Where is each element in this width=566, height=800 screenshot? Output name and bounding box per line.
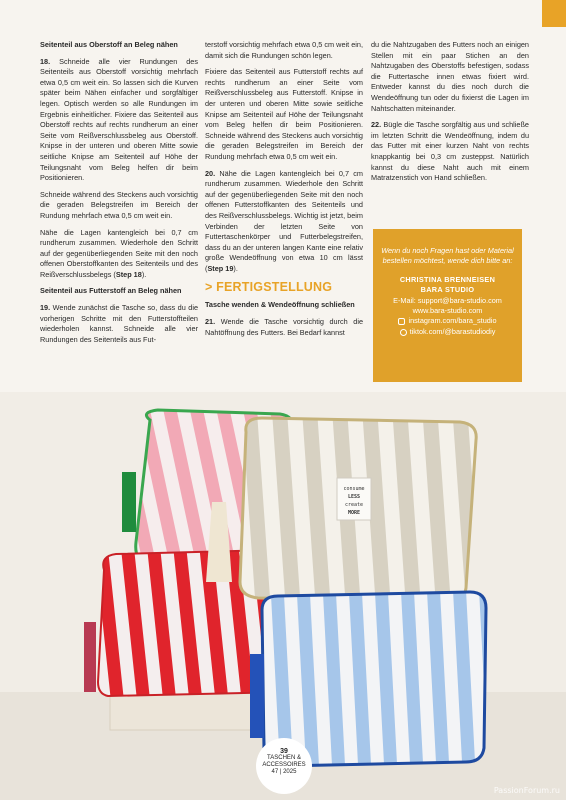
contact-email: E-Mail: support@bara-studio.com <box>393 295 502 305</box>
section-subtitle: Tasche wenden & Wendeöffnung schließen <box>205 300 355 310</box>
label-text-1: consume <box>343 486 365 492</box>
paragraph: 22. Bügle die Tasche sorgfältig aus und schließe im letzten Schritt die Wendeöffnung, indem du das Futter mit einer kurzen Naht von rechts knappkantig bei 0,3 cm zusteppst. Natürlich kannst du diese Naht auch mit einem Matratzenstich von Hand schließen. <box>371 120 529 183</box>
contact-website: www.bara-studio.com <box>412 306 483 316</box>
contact-name: CHRISTINA BRENNEISEN <box>399 274 496 284</box>
label-text-2: LESS <box>347 494 361 500</box>
contact-intro: Wenn du noch Fragen hast oder Material bestellen möchtest, wende dich bitte an: <box>381 246 514 266</box>
contact-company: BARA STUDIO <box>420 285 475 295</box>
contact-box <box>373 229 522 382</box>
product-photo <box>0 392 566 800</box>
text-column-1 <box>40 40 198 351</box>
issue-number: 47 | 2025 <box>271 769 297 775</box>
paragraph: 18. Schneide alle vier Rundungen des Seitenteils aus Oberstoff vorsichtig mehrfach etwa 0,5 cm weit ein. So lassen sich die Kurven später beim Nähen einfacher und sorgfältiger legen. Optisch werden so alle Rundungen im Ergebnis einheitlicher. Fixiere das Seitenteil aus Oberstoff rechts auf rechts rundherum an einer Seite vom Reißverschlussbeleg aus Oberstoff. Knipse in der unteren und oberen Mitte sowie seitliche Knipse am Seitenteil auf Höhe der Teilungsnaht vom Beleg helfen dir beim Positionieren. <box>40 56 198 183</box>
paragraph: Nähe die Lagen kantengleich bei 0,7 cm rundherum zusammen. Wiederhole den Schritt auf der gegenüberliegenden Seite mit den noch offenen Oberstoffkanten des Seitenteils und des Reißverschlussbelegs (Step 18). <box>40 227 198 279</box>
blue-tassel <box>250 654 264 738</box>
label-text-4: MORE <box>347 510 361 516</box>
text-column-3 <box>371 40 529 190</box>
page-number: 39 <box>280 748 288 755</box>
subheading: Seitenteil aus Oberstoff an Beleg nähen <box>40 40 178 49</box>
red-tassel <box>84 622 96 692</box>
page-folio <box>253 748 315 796</box>
watermark: PassionForum.ru <box>493 786 560 795</box>
corner-tab <box>542 0 566 27</box>
paragraph: Schneide während des Steckens auch vorsichtig die geraden Belegstreifen im Bereich der Rundung mehrfach etwa 0,5 cm weit ein. <box>40 189 198 220</box>
green-tassel <box>122 472 136 532</box>
beige-striped-pouch <box>206 418 476 600</box>
paragraph: terstoff vorsichtig mehrfach etwa 0,5 cm weit ein, damit sich die Rundungen schön legen. <box>205 40 363 60</box>
magazine-title-2: ACCESSOIRES <box>262 762 306 768</box>
magazine-title-1: TASCHEN & <box>267 755 301 761</box>
section-title: > FERTIGSTELLUNG <box>205 280 333 295</box>
contact-instagram: instagram.com/bara_studio <box>373 316 522 326</box>
tiktok-icon <box>400 329 407 336</box>
paragraph: 19. Wende zunächst die Tasche so, dass du die vorherigen Schritte mit den Futterstoffteilen wiederholen kannst. Schneide alle vier Rundungen des Seitenteils aus Fut- <box>40 303 198 344</box>
label-text-3: create <box>344 502 364 508</box>
subheading: Seitenteil aus Futterstoff an Beleg nähen <box>40 286 182 296</box>
paragraph: du die Nahtzugaben des Futters noch an einigen Stellen mit ein paar Stichen an den Nahtzugaben des Oberstoffs befestigen, sodass die Futtertasche innen etwas fixiert wird. Entweder kannst du dies noch durch die Wendeöffnung tun oder du fixierst die Lagen im Nahtschatten miteinander. <box>371 40 529 113</box>
text-column-2 <box>205 40 363 344</box>
paragraph: Fixiere das Seitenteil aus Futterstoff rechts auf rechts rundherum an einer Seite vom Reißverschlussbeleg aus Futterstoff. Knipse in der unteren und oberen Mitte sowie seitliche Knipse am Seitenteil auf Höhe der Teilungsnaht vom Beleg helfen dir beim Positionieren. Schneide während des Steckens auch vorsichtig die geraden Belegstreifen im Bereich der Rundung mehrfach etwa 0,5 cm weit ein. <box>205 67 363 161</box>
instagram-icon <box>398 318 405 325</box>
paragraph: 21. Wende die Tasche vorsichtig durch die Nahtöffnung des Futters. Bei Bedarf kannst <box>205 317 363 337</box>
paragraph: 20. Nähe die Lagen kantengleich bei 0,7 cm rundherum zusammen. Wiederhole den Schritt auf der gegenüberliegenden Seite mit den noch offenen Futterstoffkanten des Seitenteils und des Reißverschlussbelegs. Wichtig ist jetzt, beim Verbinden der letzten Seite von Futtertaschenkörper und Futterbelegstreifen, dass du an der unteren langen Kante eine relativ große Wendeöffnung von etwa 10 cm lässt (Step 19). <box>205 168 363 273</box>
contact-tiktok: tiktok.com/@barastudiodiy <box>373 327 522 337</box>
